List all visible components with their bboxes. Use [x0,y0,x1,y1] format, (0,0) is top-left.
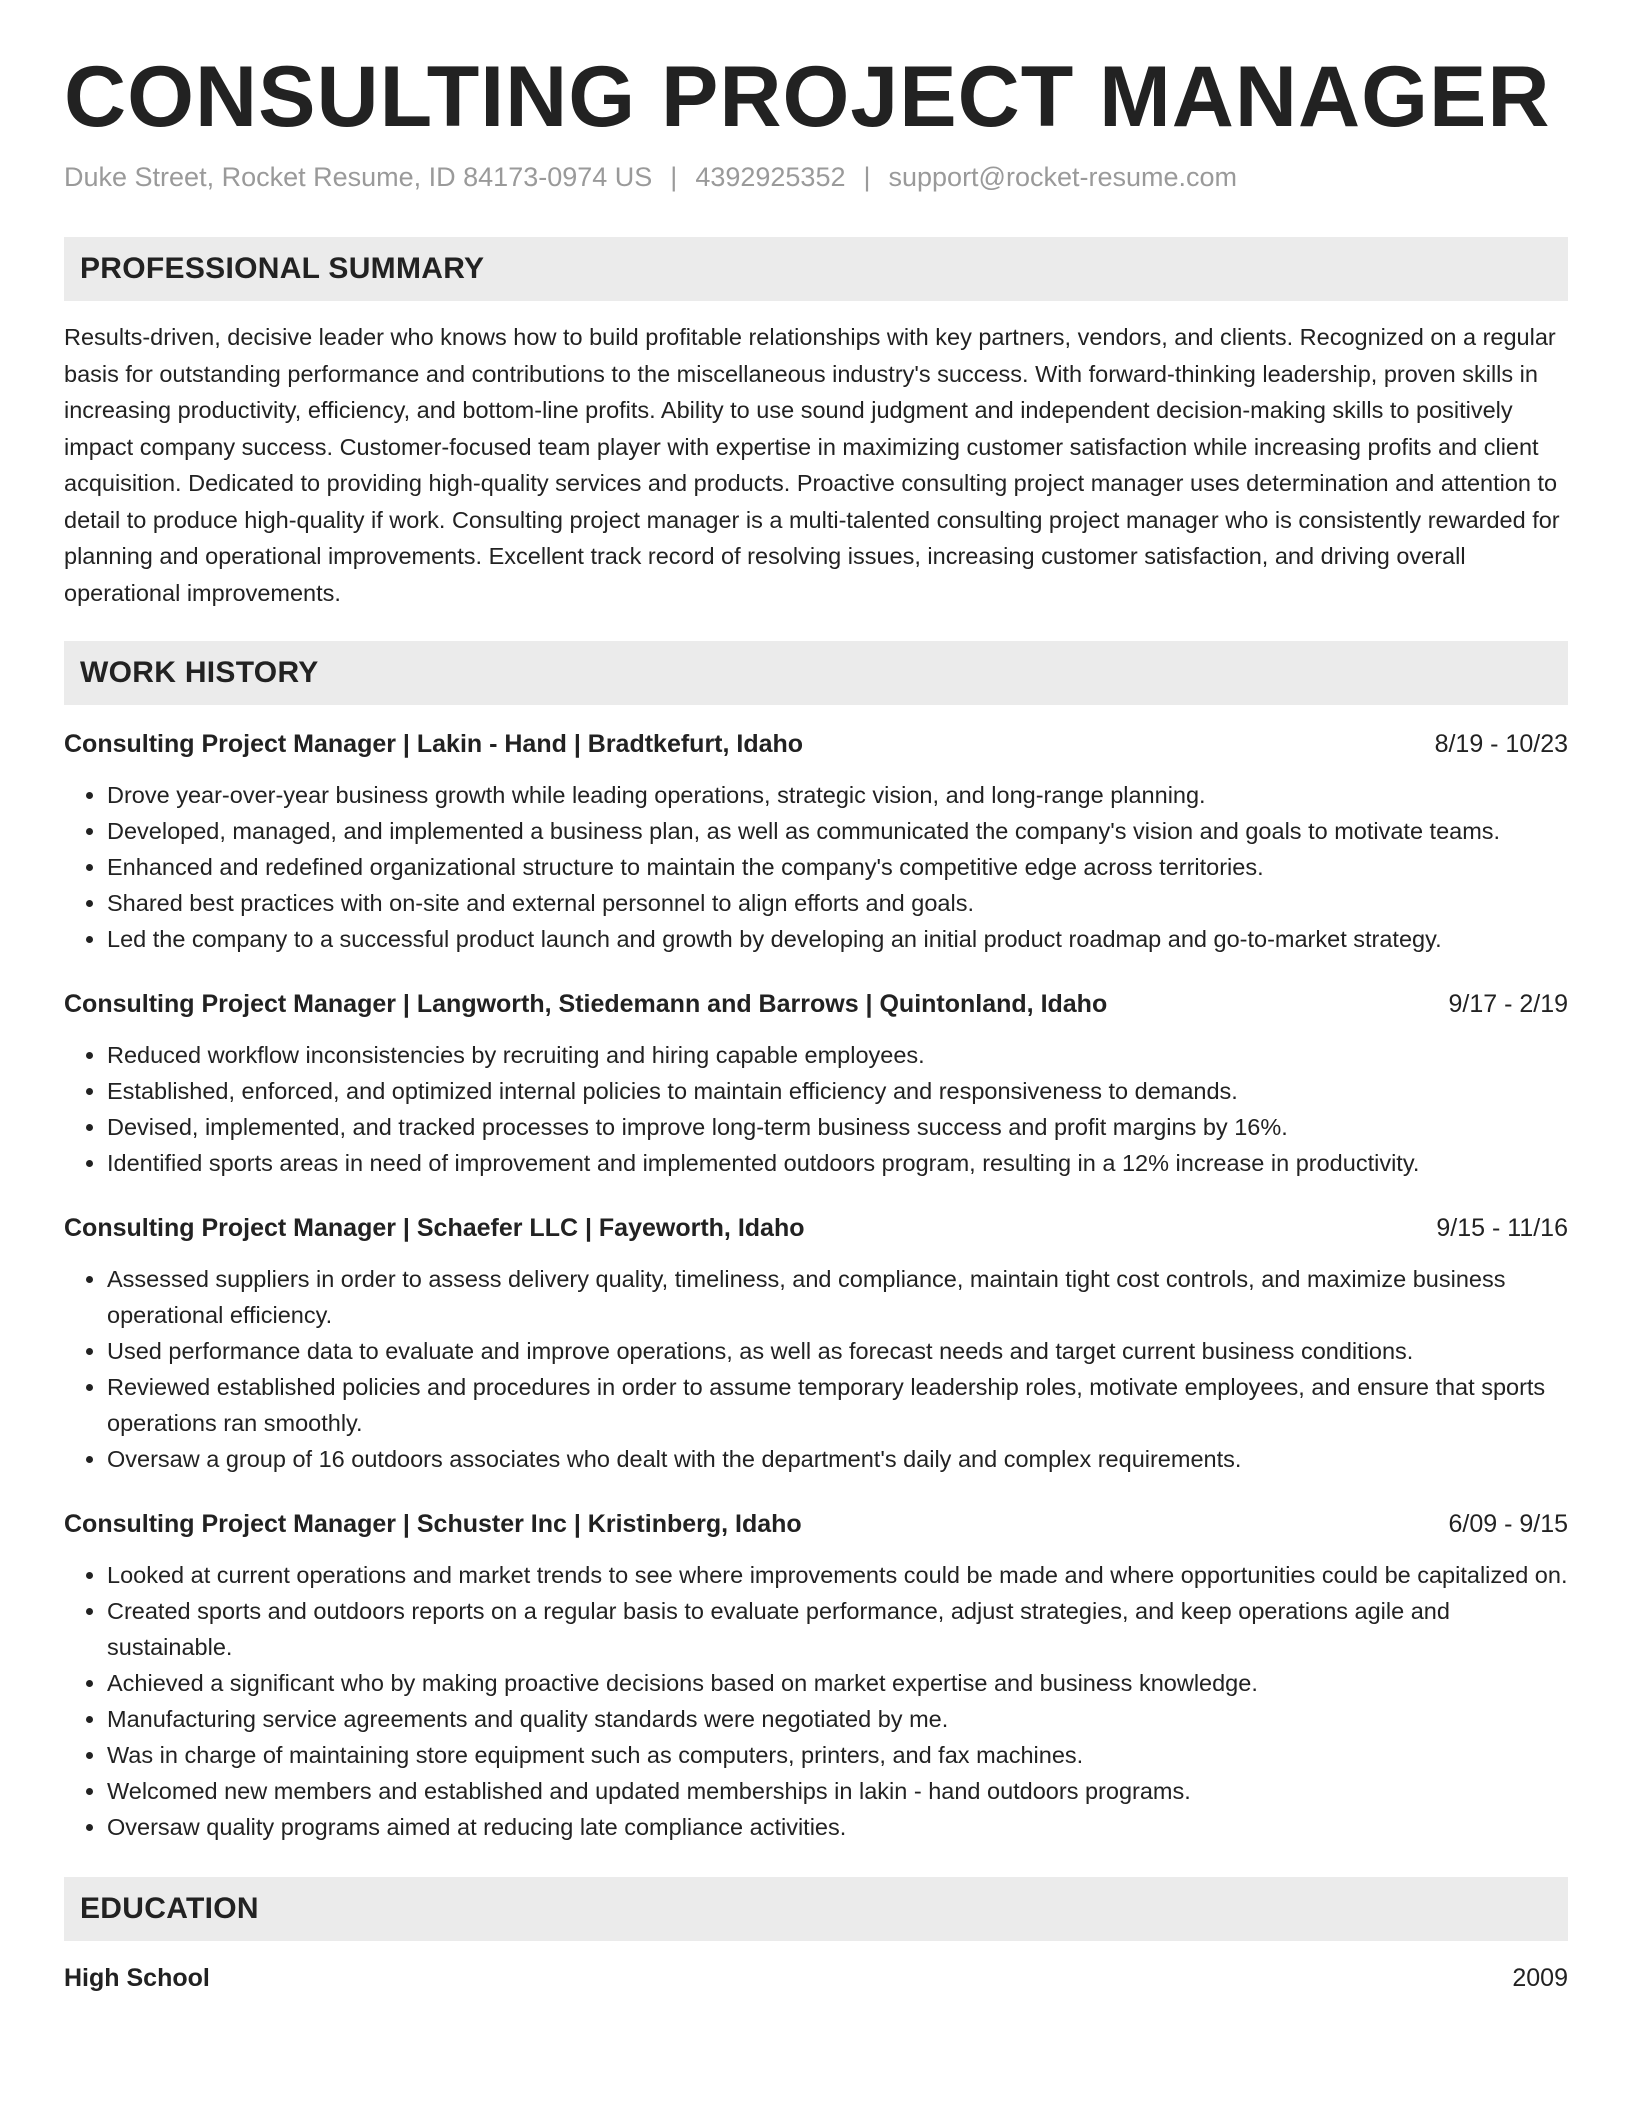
contact-separator: | [863,162,871,192]
job-bullet: • Established, enforced, and optimized internal policies to maintain efficiency and responsiveness to demands. [107,1073,1568,1109]
contact-line [64,162,1568,193]
job-dates: 8/19 - 10/23 [1434,730,1568,758]
job-bullet: • Achieved a significant who by making proactive decisions based on market expertise and business knowledge. [107,1665,1568,1701]
job-dates: 9/17 - 2/19 [1448,990,1568,1018]
summary-text: Results-driven, decisive leader who knows how to build profitable relationships with key partners, vendors, and clients. Recognized on a regular basis for outstanding performance and contributions to the miscellaneous industry's success. With forward-thinking leadership, proven skills in increasing productivity, efficiency, and bottom-line profits. Ability to use sound judgment and independent decision-making skills to positively impact company success. Customer-focused team player with expertise in maximizing customer satisfaction while increasing profits and client acquisition. Dedicated to providing high-quality services and products. Proactive consulting project manager uses determination and attention to detail to produce high-quality if work. Consulting project manager is a multi-talented consulting project manager who is consistently rewarded for planning and operational improvements. Excellent track record of resolving issues, increasing customer satisfaction, and driving overall operational improvements. [64,324,1560,606]
job-bullet: • Looked at current operations and market trends to see where improvements could be made and where opportunities could be capitalized on. [107,1557,1568,1593]
job-bullet: • Was in charge of maintaining store equipment such as computers, printers, and fax machines. [107,1737,1568,1773]
job-bullet: • Welcomed new members and established and updated memberships in lakin - hand outdoors programs. [107,1773,1568,1809]
job-entry [64,1507,1568,1845]
job-header [64,987,1568,1021]
job-title: Consulting Project Manager | Langworth, Stiedemann and Barrows | Quintonland, Idaho [64,990,1108,1018]
education-degree: High School [64,1964,210,1992]
job-bullet: • Identified sports areas in need of improvement and implemented outdoors program, resulting in a 12% increase in productivity. [107,1145,1568,1181]
job-header [64,1211,1568,1245]
job-bullet: • Reviewed established policies and procedures in order to assume temporary leadership roles, motivate employees, and ensure that sports operations ran smoothly. [107,1369,1568,1441]
job-title: Consulting Project Manager | Lakin - Hand | Bradtkefurt, Idaho [64,730,804,758]
job-bullets [64,777,1568,957]
job-bullets [64,1261,1568,1477]
work-history-section-header: WORK HISTORY [64,641,1568,705]
education-section-header: EDUCATION [64,1877,1568,1941]
job-dates: 9/15 - 11/16 [1436,1214,1568,1242]
contact-phone: 4392925352 [695,162,846,192]
job-bullet: • Oversaw a group of 16 outdoors associates who dealt with the department's daily and complex requirements. [107,1441,1568,1477]
job-bullet: • Developed, managed, and implemented a business plan, as well as communicated the company's vision and goals to motivate teams. [107,813,1568,849]
candidate-name: CONSULTING PROJECT MANAGER [64,49,1551,145]
job-entry [64,987,1568,1181]
job-bullet: • Led the company to a successful product launch and growth by developing an initial product roadmap and go-to-market strategy. [107,921,1568,957]
contact-address: Duke Street, Rocket Resume, ID 84173-0974 US [64,162,653,192]
job-bullet: • Shared best practices with on-site and external personnel to align efforts and goals. [107,885,1568,921]
job-bullet: • Manufacturing service agreements and quality standards were negotiated by me. [107,1701,1568,1737]
job-entry [64,727,1568,957]
job-bullet: • Drove year-over-year business growth while leading operations, strategic vision, and long-range planning. [107,777,1568,813]
job-bullet: • Reduced workflow inconsistencies by recruiting and hiring capable employees. [107,1037,1568,1073]
education-entry [64,1961,1568,1995]
contact-separator: | [670,162,678,192]
job-bullets [64,1557,1568,1845]
job-entry [64,1211,1568,1477]
contact-email: support@rocket-resume.com [888,162,1238,192]
job-bullet: • Enhanced and redefined organizational structure to maintain the company's competitive edge across territories. [107,849,1568,885]
job-bullet: • Oversaw quality programs aimed at reducing late compliance activities. [107,1809,1568,1845]
job-bullet: • Devised, implemented, and tracked processes to improve long-term business success and profit margins by 16%. [107,1109,1568,1145]
job-bullets [64,1037,1568,1181]
job-bullet: • Created sports and outdoors reports on a regular basis to evaluate performance, adjust strategies, and keep operations agile and sustainable. [107,1593,1568,1665]
job-header [64,727,1568,761]
job-bullet: • Assessed suppliers in order to assess delivery quality, timeliness, and compliance, maintain tight cost controls, and maximize business operational efficiency. [107,1261,1568,1333]
job-header [64,1507,1568,1541]
job-bullet: • Used performance data to evaluate and improve operations, as well as forecast needs and target current business conditions. [107,1333,1568,1369]
education-year: 2009 [1512,1964,1568,1992]
job-title: Consulting Project Manager | Schuster Inc | Kristinberg, Idaho [64,1510,802,1538]
work-history-list [64,727,1568,1845]
job-title: Consulting Project Manager | Schaefer LLC | Fayeworth, Idaho [64,1214,805,1242]
summary-section-header: PROFESSIONAL SUMMARY [64,237,1568,301]
job-dates: 6/09 - 9/15 [1448,1510,1568,1538]
